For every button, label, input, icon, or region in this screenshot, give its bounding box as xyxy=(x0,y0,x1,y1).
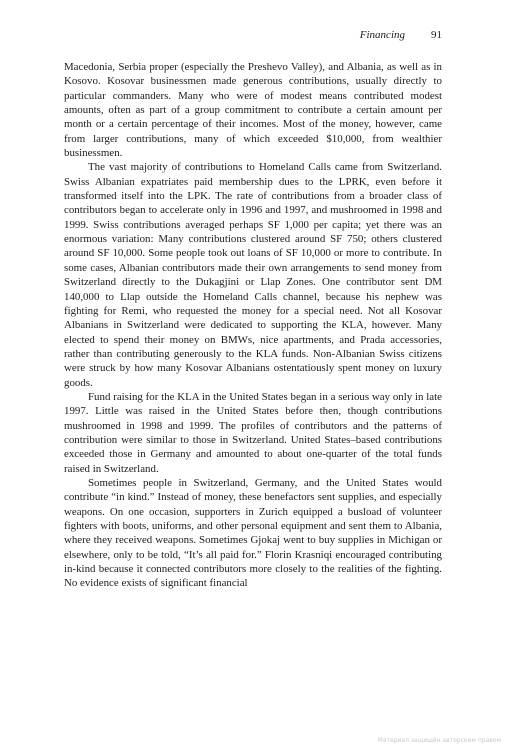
paragraph-in-kind-contributions: Sometimes people in Switzerland, Germany, and the United States would contribute “in kind.” Instead of money, these benefactors sent supplies, and especially weapons. On one occasion, supporters in Zurich equipped a busload of volunteer fighters with boots, uniforms, and other personal equipment and sent them to Albania, where they received weapons. Sometimes Gjokaj went to buy supplies in Michigan or elsewhere, only to be told, “It’s all paid for.” Florin Krasniqi encouraged contributing in-kind because it connected contributors more closely to the realities of the fighting. No evidence exists of significant financial xyxy=(64,476,442,590)
page-number: 91 xyxy=(431,29,442,41)
copyright-watermark: Материал защищён авторским правом xyxy=(377,737,501,744)
running-head xyxy=(360,28,442,42)
paragraph-switzerland-contributions: The vast majority of contributions to Homeland Calls came from Switzerland. Swiss Albanian expatriates paid membership dues to the LPRK, even before it transformed itself into the LPK. The rate of contributions from a broader class of contributors began to accelerate only in 1996 and 1997, and mushroomed in 1998 and 1999. Swiss contributions averaged perhaps SF 1,000 per capita; yet there was an enormous variation: Many contributions clustered around SF 750; others clustered around SF 10,000. Some people took out loans of SF 10,000 or more to contribute. In some cases, Albanian contributors made their own arrangements to send money from Switzerland directly to the Dukagjini or Llap Zones. One contributor sent DM 140,000 to Llap outside the Homeland Calls channel, because his nephew was fighting for Remi, who requested the money for a special need. Not all Kosovar Albanians in Switzerland were dedicated to supporting the KLA, however. Many elected to spend their money on BMWs, nice apartments, and Prada accessories, rather than contributing generously to the KLA funds. Non-Albanian Swiss citizens were struck by how many Kosovar Albanians ostentatiously spent money on luxury goods. xyxy=(64,161,442,389)
body-text xyxy=(64,60,442,591)
paragraph-continued: Macedonia, Serbia proper (especially the Preshevo Valley), and Albania, as well as in Kosovo. Kosovar businessmen made generous contributions, usually directly to particular commanders. Many who were of modest means contributed modest amounts, often as part of a group commitment to contribute a certain amount per month or a certain percentage of their incomes. Most of the money, however, came from larger contributions, many of which exceeded $10,000, from wealthier businessmen. xyxy=(64,61,442,160)
paragraph-united-states-fundraising: Fund raising for the KLA in the United States began in a serious way only in late 1997. Little was raised in the United States before then, though contributions mushroomed in 1998 and 1999. The profiles of contributors and the patterns of contribution were similar to those in Switzerland. United States–based contributions exceeded those in Germany and amounted to about one-quarter of the total funds raised in Switzerland. xyxy=(64,390,442,475)
running-head-title: Financing xyxy=(359,29,405,41)
book-page xyxy=(64,28,442,728)
